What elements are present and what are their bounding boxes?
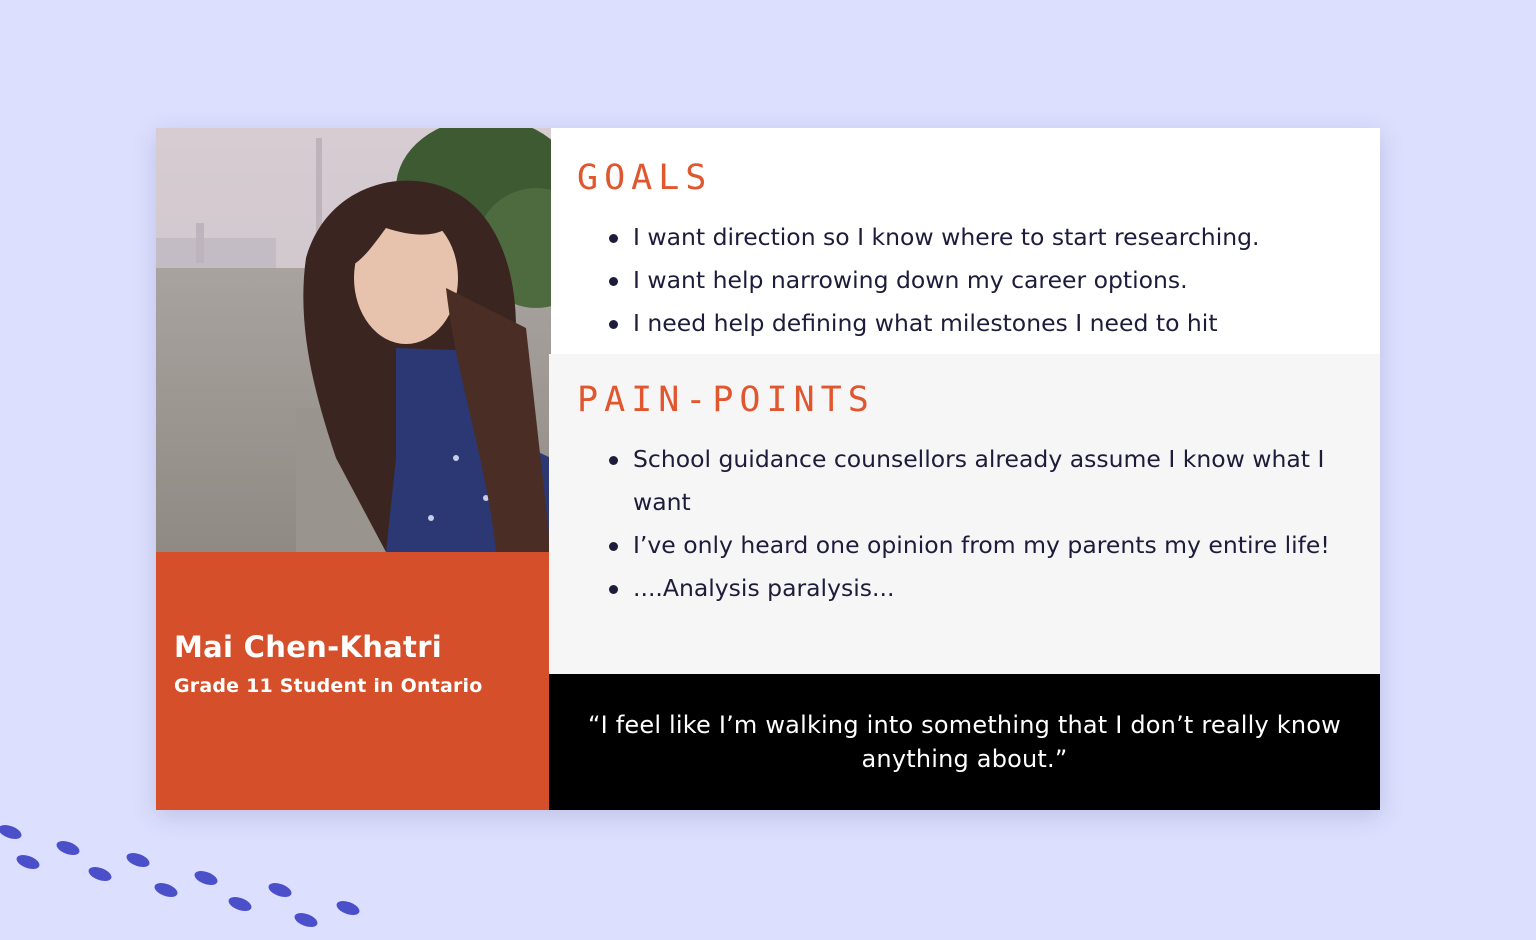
persona-name-panel: [156, 552, 549, 810]
footprints-icon: [0, 818, 380, 940]
persona-card: [156, 128, 1380, 810]
portrait-illustration: [156, 128, 551, 552]
persona-role: Grade 11 Student in Ontario: [174, 675, 483, 697]
goal-item: I need help defining what milestones I need to hit: [603, 302, 1373, 345]
pain-point-item: I’ve only heard one opinion from my parents my entire life!: [603, 524, 1363, 567]
pain-point-item: ....Analysis paralysis...: [603, 567, 1363, 610]
quote-panel: [549, 674, 1380, 810]
goals-section: [551, 128, 1380, 354]
pain-points-heading: PAIN-POINTS: [577, 380, 875, 420]
goal-item: I want help narrowing down my career options.: [603, 259, 1373, 302]
pain-point-item: School guidance counsellors already assume I know what I want: [603, 438, 1363, 524]
persona-quote: “I feel like I’m walking into something that I don’t really know anything about.”: [588, 711, 1341, 773]
goals-list: [603, 216, 1373, 345]
goal-item: I want direction so I know where to start researching.: [603, 216, 1373, 259]
portrait-photo: [156, 128, 551, 552]
goals-heading: GOALS: [577, 158, 713, 198]
persona-name: Mai Chen-Khatri: [174, 630, 443, 664]
pain-points-section: [549, 354, 1380, 674]
pain-points-list: [603, 438, 1363, 610]
